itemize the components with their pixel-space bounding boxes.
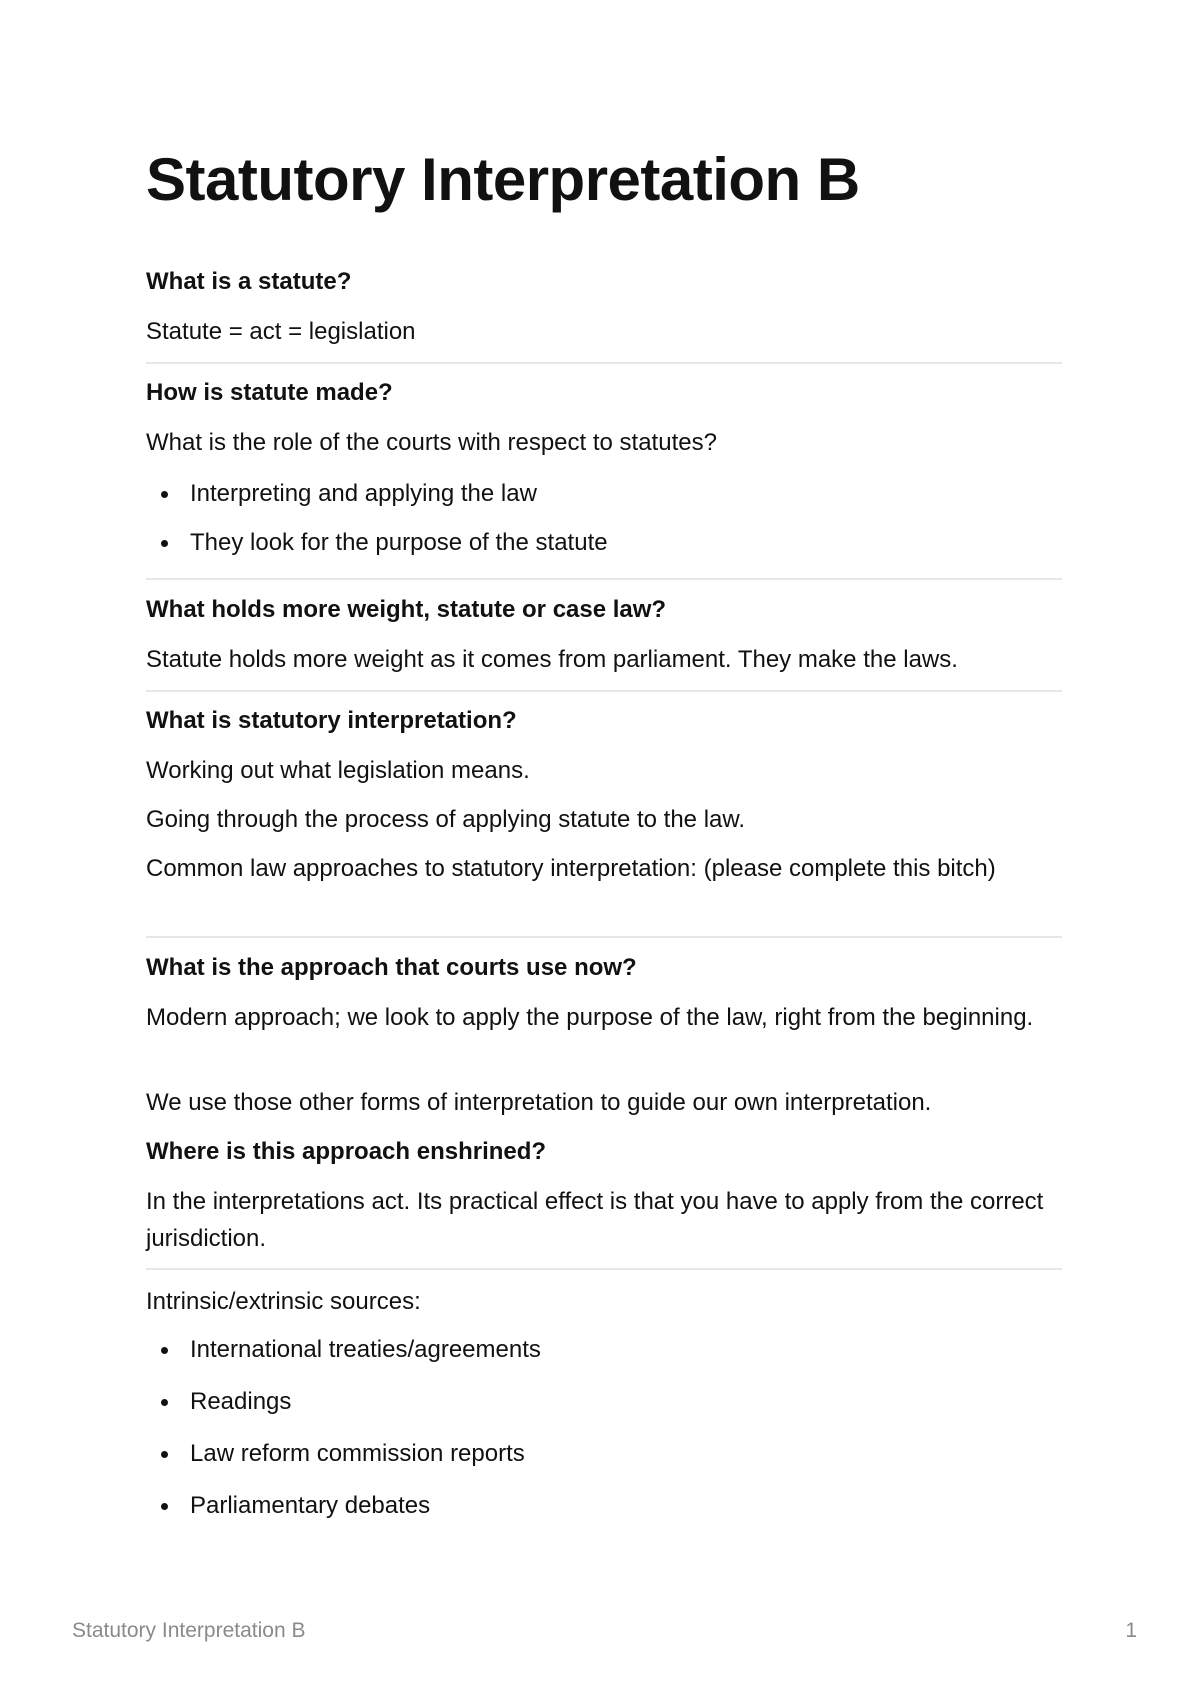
paragraph: Statute = act = legislation bbox=[146, 318, 416, 345]
paragraph: Going through the process of applying statute to the law. bbox=[146, 806, 746, 833]
section-how-statute-made bbox=[146, 377, 1062, 409]
section-heading: What is statutory interpretation? bbox=[146, 707, 517, 734]
section-body bbox=[146, 313, 1062, 350]
divider bbox=[146, 362, 1062, 364]
paragraph: In the interpretations act. Its practical effect is that you have to apply from the correct jurisdiction. bbox=[146, 1188, 1044, 1252]
bullet-icon bbox=[161, 1399, 168, 1406]
bullet-list bbox=[146, 478, 1062, 559]
section-heading: What is a statute? bbox=[146, 268, 352, 295]
divider bbox=[146, 690, 1062, 692]
section-enshrined bbox=[146, 1136, 1062, 1168]
paragraph: Statute holds more weight as it comes from parliament. They make the laws. bbox=[146, 646, 958, 673]
section-body bbox=[146, 850, 1062, 887]
list-item-text: They look for the purpose of the statute bbox=[190, 529, 608, 556]
section-current-approach bbox=[146, 952, 1062, 984]
bullet-icon bbox=[161, 540, 168, 547]
divider bbox=[146, 578, 1062, 580]
list-item bbox=[146, 478, 1062, 510]
page-number: 1 bbox=[1125, 1619, 1137, 1642]
paragraph: Common law approaches to statutory interpretation: (please complete this bitch) bbox=[146, 855, 996, 882]
divider bbox=[146, 1268, 1062, 1270]
paragraph: What is the role of the courts with respect to statutes? bbox=[146, 429, 717, 456]
section-body bbox=[146, 1183, 1062, 1257]
list-item bbox=[146, 1386, 1062, 1418]
section-heading: How is statute made? bbox=[146, 379, 393, 406]
bullet-list bbox=[146, 1334, 1062, 1522]
list-item-text: Readings bbox=[190, 1388, 292, 1415]
list-item-text: Interpreting and applying the law bbox=[190, 480, 537, 507]
list-item bbox=[146, 1438, 1062, 1470]
bullet-icon bbox=[161, 1347, 168, 1354]
bullet-icon bbox=[161, 1451, 168, 1458]
section-body bbox=[146, 1084, 1062, 1121]
section-body bbox=[146, 424, 1062, 461]
section-heading: Where is this approach enshrined? bbox=[146, 1138, 547, 1165]
paragraph: Intrinsic/extrinsic sources: bbox=[146, 1288, 421, 1315]
footer-title: Statutory Interpretation B bbox=[72, 1619, 306, 1642]
bullet-icon bbox=[161, 1503, 168, 1510]
page-title: Statutory Interpretation B bbox=[146, 146, 860, 213]
paragraph: Modern approach; we look to apply the purpose of the law, right from the beginning. bbox=[146, 1004, 1034, 1031]
section-statute-vs-case-law bbox=[146, 594, 1062, 626]
list-item-text: Law reform commission reports bbox=[190, 1440, 525, 1467]
section-body bbox=[146, 999, 1062, 1036]
list-item bbox=[146, 1490, 1062, 1522]
list-item-text: Parliamentary debates bbox=[190, 1492, 431, 1519]
paragraph: We use those other forms of interpretation to guide our own interpretation. bbox=[146, 1089, 932, 1116]
list-item bbox=[146, 1334, 1062, 1366]
section-heading: What is the approach that courts use now? bbox=[146, 954, 637, 981]
section-what-is-statutory-interpretation bbox=[146, 705, 1062, 737]
section-body bbox=[146, 641, 1062, 678]
paragraph: Working out what legislation means. bbox=[146, 757, 530, 784]
bullet-icon bbox=[161, 491, 168, 498]
section-body bbox=[146, 801, 1062, 838]
section-sources bbox=[146, 1283, 1062, 1320]
divider bbox=[146, 936, 1062, 938]
section-heading: What holds more weight, statute or case law? bbox=[146, 596, 667, 623]
list-item bbox=[146, 527, 1062, 559]
list-item-text: International treaties/agreements bbox=[190, 1336, 541, 1363]
section-body bbox=[146, 752, 1062, 789]
section-what-is-statute bbox=[146, 266, 1062, 298]
